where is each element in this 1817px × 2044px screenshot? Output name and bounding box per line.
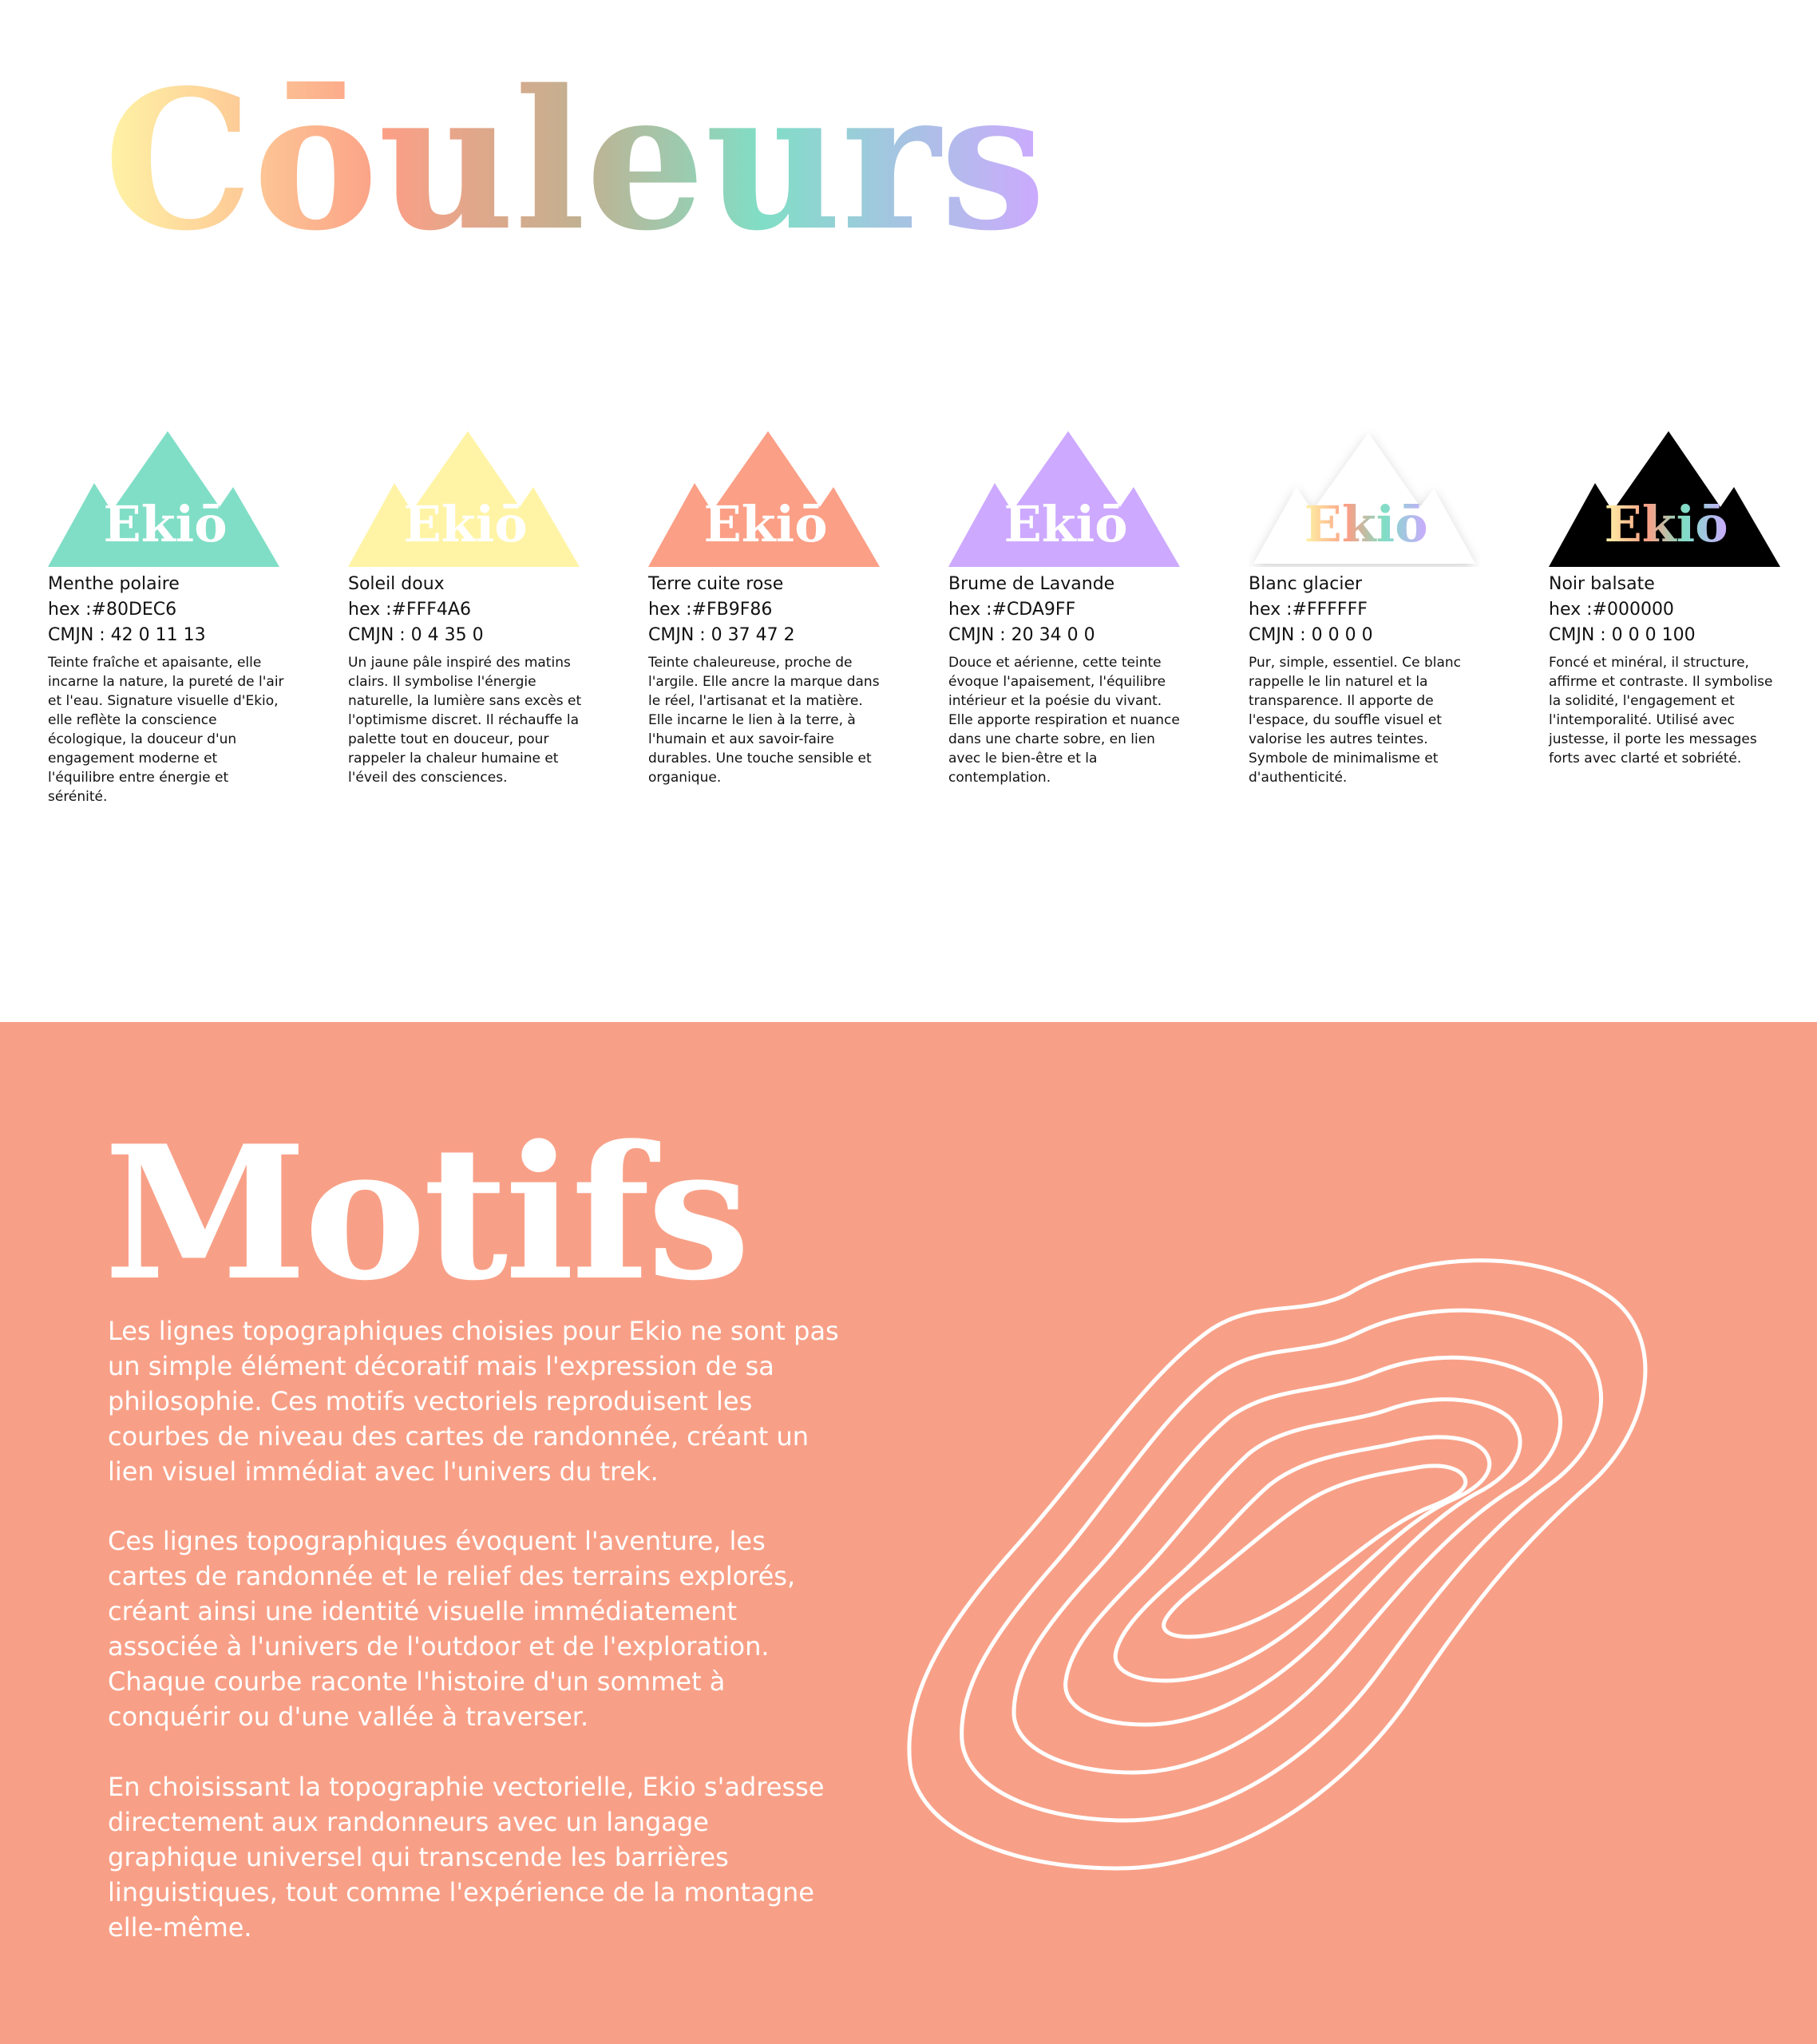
motifs-paragraph-2: Ces lignes topographiques évoquent l'aventure, les cartes de randonnée et le relief des terrains explorés, créant ainsi une identité visuelle immédiatement associée à l'univers de l'outdoor et de l'exploration. Chaque courbe raconte l'histoire d'un sommet à conquérir ou d'une vallée à traverser.	[108, 1526, 796, 1732]
swatch-description: Teinte fraîche et apaisante, elle incarne la nature, la pureté de l'air et l'eau. Signature visuelle d'Ekio, elle reflète la conscience écologique, la douceur d'un engagement moderne et l'équilibre entre énergie et sérénité.	[48, 655, 284, 805]
swatch-hex: hex :#FB9F86	[648, 600, 773, 620]
swatch-name: Menthe polaire	[48, 574, 180, 594]
swatch-blanc-glacier	[1249, 423, 1488, 787]
swatch-name: Noir balsate	[1549, 574, 1655, 594]
motifs-title: Motifs	[104, 1106, 748, 1321]
swatch-hex: hex :#CDA9FF	[948, 600, 1076, 620]
ekio-mountain-logo	[648, 423, 880, 567]
swatch-menthe-polaire	[48, 423, 287, 806]
swatch-hex: hex :#80DEC6	[48, 600, 177, 620]
ekio-mountain-logo	[1549, 423, 1780, 567]
swatch-soleil-doux	[348, 423, 588, 787]
topographic-lines-icon	[902, 1246, 1661, 1884]
swatch-hex: hex :#FFF4A6	[348, 600, 471, 620]
ekio-mountain-logo	[48, 423, 279, 567]
swatch-name: Brume de Lavande	[948, 574, 1115, 594]
swatch-description: Douce et aérienne, cette teinte évoque l'apaisement, l'équilibre intérieur et la poésie du vivant. Elle apporte respiration et nuance dans une charte sobre, en lien avec le bien-être et la contemplation.	[948, 655, 1180, 786]
swatch-name: Blanc glacier	[1249, 574, 1363, 594]
ekio-mountain-logo	[1249, 423, 1480, 567]
logo-text: Ekiō	[1304, 495, 1428, 553]
color-swatches	[0, 423, 1817, 838]
motifs-paragraph-3: En choisissant la topographie vectorielle, Ekio s'adresse directement aux randonneurs avec un langage graphique universel qui transcende les barrières linguistiques, tout comme l'expérience de la montagne elle-même.	[108, 1772, 825, 1943]
logo-text: Ekiō	[703, 495, 828, 553]
swatch-cmjn: CMJN : 42 0 11 13	[48, 625, 206, 645]
swatch-terre-cuite-rose	[648, 423, 888, 787]
swatch-description: Pur, simple, essentiel. Ce blanc rappelle le lin naturel et la transparence. Il apporte de l'espace, du souffle visuel et valorise les autres teintes. Symbole de minimalisme et d'authenticité.	[1249, 655, 1462, 786]
swatch-description: Foncé et minéral, il structure, affirme et contraste. Il symbolise la solidité, l'engagement et l'intemporalité. Utilisé avec justesse, il porte les messages forts avec clarté et sobriété.	[1549, 655, 1773, 766]
ekio-mountain-logo	[948, 423, 1180, 567]
swatch-cmjn: CMJN : 0 37 47 2	[648, 625, 795, 645]
logo-text: Ekiō	[103, 495, 228, 553]
couleurs-title-text: Cōuleurs	[104, 56, 1046, 263]
logo-text: Ekiō	[403, 495, 528, 553]
swatch-name: Soleil doux	[348, 574, 445, 594]
swatch-noir-balsate	[1549, 423, 1788, 768]
swatch-hex: hex :#000000	[1549, 600, 1674, 620]
swatch-brume-de-lavande	[948, 423, 1188, 787]
ekio-mountain-logo	[348, 423, 580, 567]
swatch-name: Terre cuite rose	[648, 574, 784, 594]
swatch-description: Un jaune pâle inspiré des matins clairs. Il symbolise l'énergie naturelle, la lumière sans excès et l'optimisme discret. Il réchauffe la palette tout en douceur, pour rappeler la chaleur humaine et l'éveil des consciences.	[348, 655, 582, 786]
swatch-cmjn: CMJN : 0 0 0 100	[1549, 625, 1696, 645]
logo-text: Ekiō	[1604, 495, 1728, 553]
swatch-cmjn: CMJN : 0 4 35 0	[348, 625, 484, 645]
swatch-cmjn: CMJN : 0 0 0 0	[1249, 625, 1373, 645]
logo-text: Ekiō	[1004, 495, 1128, 553]
swatch-hex: hex :#FFFFFF	[1249, 600, 1368, 620]
swatch-description: Teinte chaleureuse, proche de l'argile. Elle ancre la marque dans le réel, l'artisanat et la matière. Elle incarne le lien à la terre, à l'humain et aux savoir-faire durables. Une touche sensible et organique.	[648, 655, 880, 786]
swatch-cmjn: CMJN : 20 34 0 0	[948, 625, 1095, 645]
motifs-paragraph-1: Les lignes topographiques choisies pour Ekio ne sont pas un simple élément décoratif mais l'expression de sa philosophie. Ces motifs vectoriels reproduisent les courbes de niveau des cartes de randonnée, créant un lien visuel immédiat avec l'univers du trek.	[108, 1316, 839, 1487]
couleurs-title	[104, 56, 1102, 263]
motifs-section	[0, 1022, 1817, 2044]
